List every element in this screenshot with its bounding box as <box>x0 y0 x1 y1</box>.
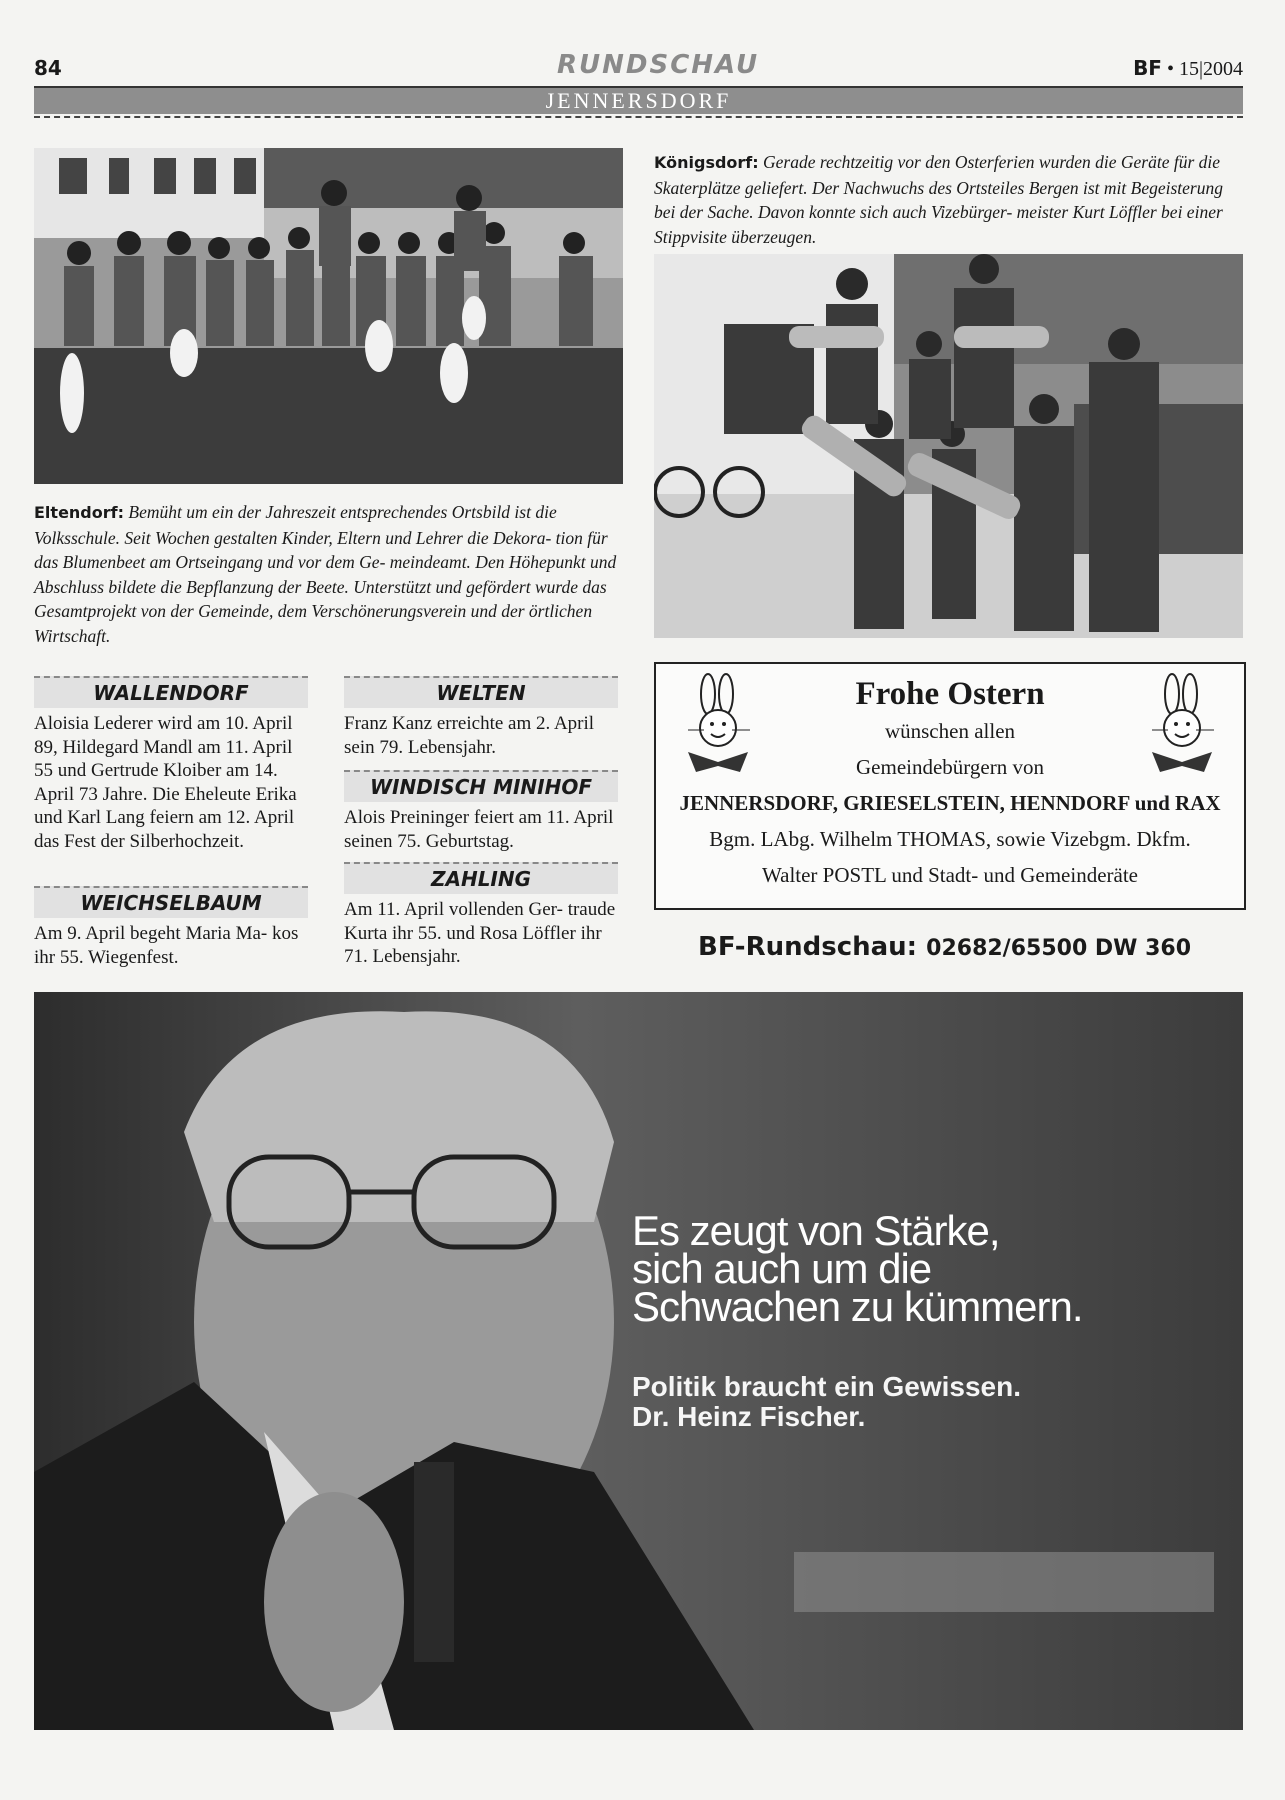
windisch-minihof-block <box>344 770 618 853</box>
section-divider <box>34 116 1243 118</box>
campaign-slogan-line3: Schwachen zu kümmern. <box>632 1283 1083 1330</box>
eltendorf-caption <box>34 500 620 648</box>
wallendorf-text: Aloisia Lederer wird am 10. April 89, Hildegard Mandl am 11. April 55 und Gertrude Kloiber am 14. April 73 Jahre. Die Eheleute Erika und Karl Lang feiern am 12. April das Fest der Silberhochzeit. <box>34 713 297 852</box>
weichselbaum-block <box>34 886 308 969</box>
contact-line <box>698 932 1191 962</box>
windisch-minihof-title: WINDISCH MINIHOF <box>344 770 618 802</box>
issue-info <box>1133 56 1243 81</box>
weichselbaum-title: WEICHSELBAUM <box>34 886 308 918</box>
easter-ad-line1: wünschen allen <box>884 719 1016 743</box>
issue-separator: • <box>1166 58 1174 80</box>
easter-ad-towns: JENNERSDORF, GRIESELSTEIN, HENNDORF und RAX <box>679 791 1221 815</box>
eltendorf-place: Eltendorf: <box>34 503 124 522</box>
issue-brand: BF <box>1133 56 1162 80</box>
campaign-slogan <box>632 1207 1083 1330</box>
easter-greeting-ad <box>654 662 1246 910</box>
koenigsdorf-text: Gerade rechtzeitig vor den Osterferien wurden die Geräte für die Skaterplätze geliefert. Der Nachwuchs des Ortsteiles Bergen ist mit Begeisterung bei der Sache. Davon konnte sich auch Vizebürger- meister Kurt Löffler bei einer Stippvisite überzeugen. <box>654 152 1223 247</box>
zahling-title: ZAHLING <box>344 862 618 894</box>
campaign-slogan-line1: Es zeugt von Stärke, <box>632 1207 1000 1254</box>
masthead: RUNDSCHAU <box>557 50 760 80</box>
eltendorf-photo <box>34 148 623 484</box>
campaign-tagline: Politik braucht ein Gewissen. <box>632 1371 1021 1402</box>
koenigsdorf-place: Königsdorf: <box>654 153 759 172</box>
contact-label: BF-Rundschau: <box>698 932 918 962</box>
page-number: 84 <box>34 56 62 80</box>
wallendorf-title: WALLENDORF <box>34 676 308 708</box>
welten-title: WELTEN <box>344 676 618 708</box>
welten-text: Franz Kanz erreichte am 2. April sein 79. Lebensjahr. <box>344 713 595 758</box>
campaign-portrait <box>34 992 1243 1730</box>
welten-block <box>344 676 618 759</box>
campaign-slogan-line2: sich auch um die <box>632 1245 932 1292</box>
easter-ad-line3: Bgm. LAbg. Wilhelm THOMAS, sowie Vizebgm. Dkfm. <box>709 827 1191 851</box>
weichselbaum-text: Am 9. April begeht Maria Ma- kos ihr 55. Wiegenfest. <box>34 923 299 968</box>
eltendorf-text: Bemüht um ein der Jahreszeit entsprechendes Ortsbild ist die Volksschule. Seit Wochen gestalten Kinder, Eltern und Lehrer die Dekora- tion für das Blumenbeet am Ortseingang und vor dem Ge- meindeamt. Den Höhepunkt und Abschluss bildete die Bepflanzung der Beete. Unterstützt und gefördert wurde das Gesamtprojekt von der Gemeinde, dem Verschönerungsverein und der örtlichen Wirtschaft. <box>34 502 617 646</box>
contact-number: 02682/65500 DW 360 <box>926 936 1192 961</box>
easter-ad-line4: Walter POSTL und Stadt- und Gemeinderäte <box>761 863 1139 887</box>
section-title: JENNERSDORF <box>545 88 732 113</box>
zahling-block <box>344 862 618 969</box>
section-bar <box>34 86 1243 114</box>
koenigsdorf-caption <box>654 150 1242 249</box>
windisch-minihof-text: Alois Preininger feiert am 11. April seinen 75. Geburtstag. <box>344 807 614 852</box>
campaign-candidate: Dr. Heinz Fischer. <box>632 1401 866 1432</box>
koenigsdorf-photo <box>654 254 1243 638</box>
campaign-tagline-block <box>632 1372 1021 1432</box>
campaign-ad <box>34 992 1243 1730</box>
easter-bunny-icon-left <box>678 672 758 778</box>
easter-ad-line2: Gemeindebürgern von <box>856 755 1044 779</box>
easter-ad-title: Frohe Ostern <box>855 676 1045 712</box>
wallendorf-block <box>34 676 308 853</box>
easter-bunny-icon-right <box>1142 672 1222 778</box>
zahling-text: Am 11. April vollenden Ger- traude Kurta ihr 55. und Rosa Löffler ihr 71. Lebensjahr. <box>344 899 616 967</box>
issue-number: 15|2004 <box>1178 58 1243 80</box>
